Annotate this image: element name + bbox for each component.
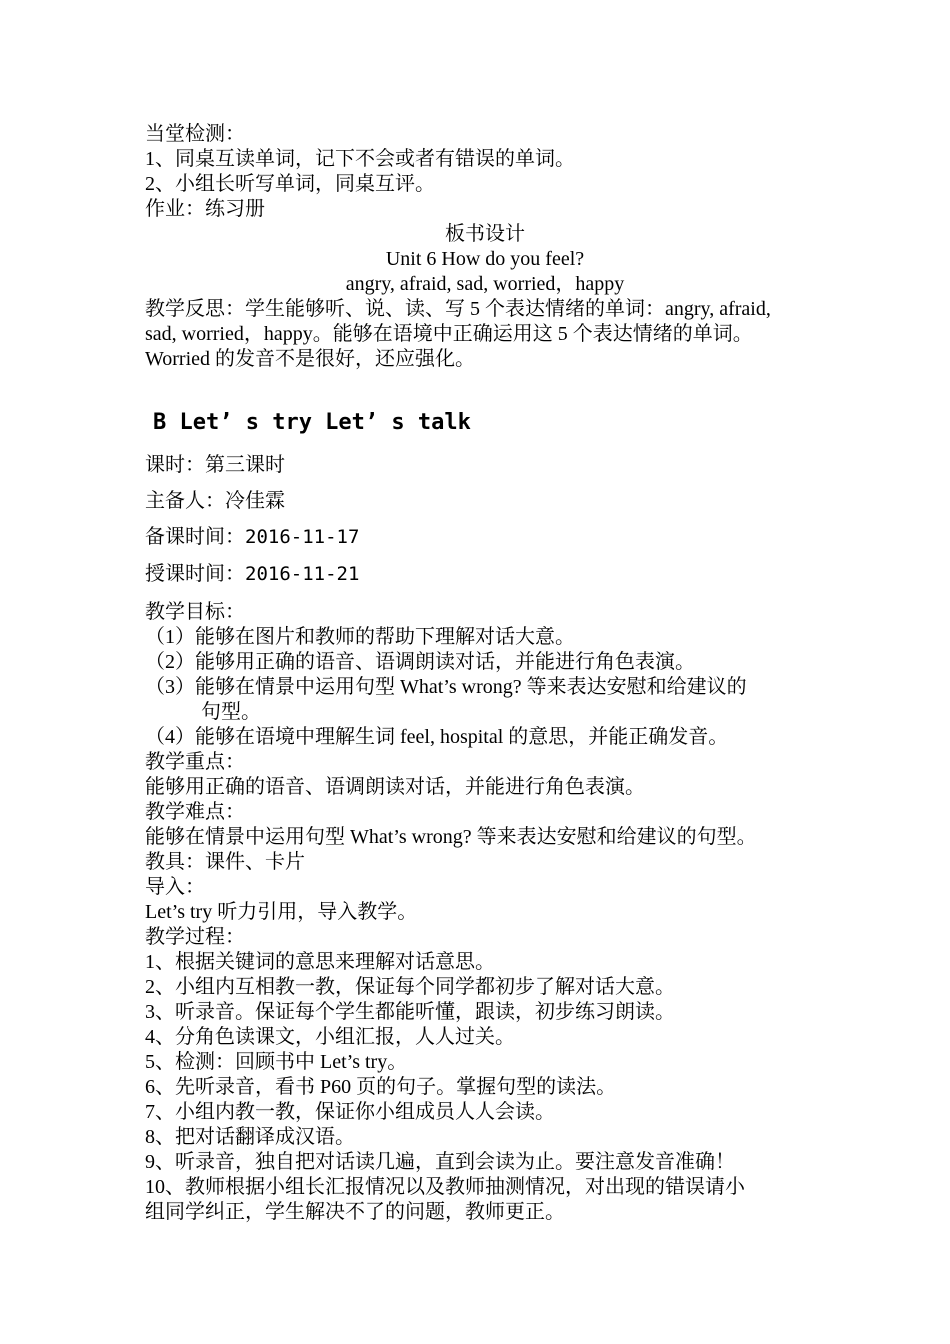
difficulty-title: 教学难点： [145,801,245,823]
process-step: 7、小组内教一教，保证你小组成员人人会读。 [145,1101,555,1123]
document-page [145,122,825,1225]
period-label: 课时： [145,452,205,476]
board-title: 板书设计 [445,223,525,245]
prep-time-value: 2016-11-17 [245,526,360,548]
period-row [145,446,825,482]
tools: 教具：课件、卡片 [145,851,305,873]
teach-time-value: 2016-11-21 [245,563,360,585]
key-title: 教学重点： [145,751,245,773]
reflection-line-1: 教学反思：学生能够听、说、读、写 5 个表达情绪的单词：angry, afraid, [145,298,771,320]
process-step: 8、把对话翻译成汉语。 [145,1126,355,1148]
objective-2: （2）能够用正确的语音、语调朗读对话，并能进行角色表演。 [145,651,695,673]
reflection-line-2: sad, worried，happy。能够在语境中正确运用这 5 个表达情绪的单词。 [145,323,753,345]
board-unit: Unit 6 How do you feel? [385,248,585,270]
preparer-row [145,482,825,518]
objectives-title: 教学目标： [145,601,245,623]
lesson-heading: B Let’ s try Let’ s talk [153,410,471,435]
board-words: angry, afraid, sad, worried，happy [345,273,625,295]
check-item-2: 2、小组长听写单词，同桌互评。 [145,173,435,195]
process-step-cont: 组同学纠正，学生解决不了的问题，教师更正。 [145,1201,565,1223]
objective-3-cont: 句型。 [201,701,261,723]
process-step: 4、分角色读课文，小组汇报，人人过关。 [145,1026,515,1048]
difficulty-text: 能够在情景中运用句型 What’s wrong? 等来表达安慰和给建议的句型。 [145,826,757,848]
process-title: 教学过程： [145,926,245,948]
preparer-label: 主备人： [145,488,225,512]
preparer-value: 冷佳霖 [225,488,285,512]
process-step: 6、先听录音，看书 P60 页的句子。掌握句型的读法。 [145,1076,617,1098]
homework: 作业：练习册 [145,198,265,220]
process-step: 5、检测：回顾书中 Let’s try。 [145,1051,408,1073]
period-value: 第三课时 [205,452,285,476]
process-step: 10、教师根据小组长汇报情况以及教师抽测情况，对出现的错误请小 [145,1176,745,1198]
intro-text: Let’s try 听力引用，导入教学。 [145,901,418,923]
teach-time-row [145,555,825,592]
process-step: 1、根据关键词的意思来理解对话意思。 [145,951,495,973]
objective-3: （3）能够在情景中运用句型 What’s wrong? 等来表达安慰和给建议的 [145,676,747,698]
process-step: 3、听录音。保证每个学生都能听懂，跟读，初步练习朗读。 [145,1001,675,1023]
process-step: 2、小组内互相教一教，保证每个同学都初步了解对话大意。 [145,976,675,998]
key-text: 能够用正确的语音、语调朗读对话，并能进行角色表演。 [145,776,645,798]
intro-title: 导入： [145,876,205,898]
reflection-line-3: Worried 的发音不是很好，还应强化。 [145,348,476,370]
process-step: 9、听录音，独自把对话读几遍，直到会读为止。要注意发音准确！ [145,1151,735,1173]
teach-time-label: 授课时间： [145,561,245,585]
check-title: 当堂检测： [145,123,245,145]
check-item-1: 1、同桌互读单词，记下不会或者有错误的单词。 [145,148,575,170]
objective-1: （1）能够在图片和教师的帮助下理解对话大意。 [145,626,575,648]
prep-time-row [145,518,825,555]
objective-4: （4）能够在语境中理解生词 feel, hospital 的意思，并能正确发音。 [145,726,729,748]
prep-time-label: 备课时间： [145,524,245,548]
